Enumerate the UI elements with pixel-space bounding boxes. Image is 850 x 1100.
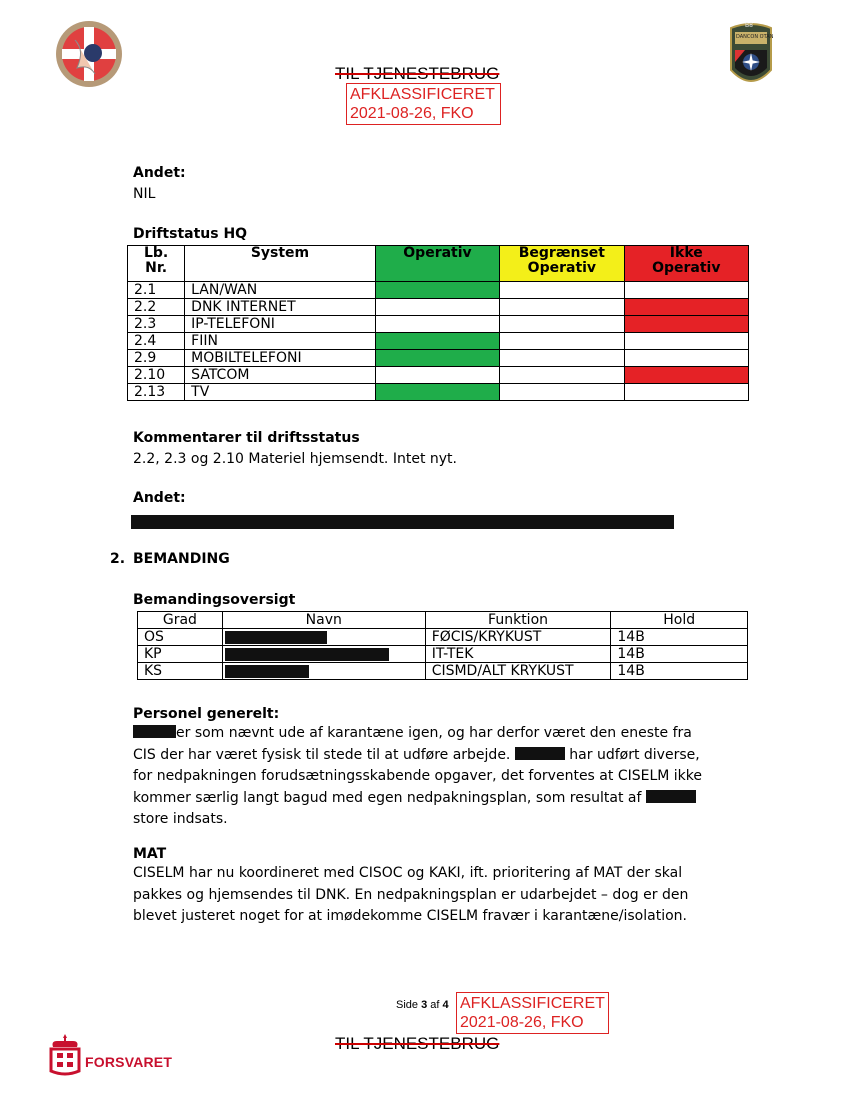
row-nr: 2.3: [128, 316, 185, 333]
row-nr: 2.13: [128, 384, 185, 401]
status-cell-begraenset: [500, 299, 624, 316]
mat-line: pakkes og hjemsendes til DNK. En nedpakningsplan er udarbejdet – dog er den: [133, 886, 689, 903]
redaction-bar: [646, 790, 696, 803]
personel-line: [133, 723, 753, 745]
personel-paragraph: [133, 723, 753, 831]
header-declassified-stamp: [346, 83, 501, 125]
table-row: [128, 384, 749, 401]
personel-line: for nedpakningen forudsætningsskabende opgaver, det forventes at CISELM ikke: [133, 768, 703, 784]
col-navn: Navn: [222, 612, 425, 629]
page-current: 3: [421, 999, 428, 1011]
driftstatus-table: [127, 245, 749, 401]
row-system: DNK INTERNET: [185, 299, 376, 316]
status-cell-begraenset: [500, 282, 624, 299]
redaction-bar: [225, 648, 389, 661]
col-ikke-l1: Ikke: [669, 245, 703, 261]
personel-text: CIS der har været fysisk til stede til at udføre arbejde.: [133, 746, 511, 763]
personel-line: [133, 745, 753, 767]
col-ikke: [624, 246, 748, 282]
status-cell-operativ: [375, 333, 499, 350]
col-begraenset-l2: Operativ: [527, 260, 597, 276]
table-row: [128, 367, 749, 384]
status-cell-begraenset: [500, 333, 624, 350]
row-funktion: FØCIS/KRYKUST: [425, 629, 611, 646]
redaction-bar: [225, 631, 327, 644]
row-nr: 2.4: [128, 333, 185, 350]
andet-text: NIL: [133, 186, 156, 202]
table-row: [138, 663, 748, 680]
driftstatus-heading: Driftstatus HQ: [133, 226, 248, 242]
redaction-bar: [131, 515, 674, 529]
row-hold: 14B: [611, 663, 748, 680]
table-row: [128, 316, 749, 333]
row-grad: KP: [138, 646, 223, 663]
table-row: [138, 646, 748, 663]
section-number: 2.: [110, 551, 126, 567]
redaction-bar: [225, 665, 309, 678]
row-navn: [222, 663, 425, 680]
row-system: IP-TELEFONI: [185, 316, 376, 333]
row-navn: [222, 629, 425, 646]
col-lbnr-l2: Nr.: [145, 260, 168, 276]
personel-text: har udført diverse,: [569, 746, 700, 763]
status-cell-ikke: [624, 367, 748, 384]
andet-heading: Andet:: [133, 165, 186, 181]
col-begraenset: [500, 246, 624, 282]
row-funktion: CISMD/ALT KRYKUST: [425, 663, 611, 680]
status-cell-operativ: [375, 299, 499, 316]
kommentarer-text: 2.2, 2.3 og 2.10 Materiel hjemsendt. Intet nyt.: [133, 451, 457, 467]
col-ikke-l2: Operativ: [652, 260, 721, 276]
col-begraenset-l1: Begrænset: [518, 245, 605, 261]
status-cell-begraenset: [500, 384, 624, 401]
row-funktion: IT-TEK: [425, 646, 611, 663]
row-system: FIIN: [185, 333, 376, 350]
col-lbnr-l1: Lb.: [143, 245, 169, 261]
section-title: BEMANDING: [133, 551, 230, 567]
col-lbnr: [128, 246, 185, 282]
personel-text: kommer særlig langt bagud med egen nedpakningsplan, som resultat af: [133, 789, 642, 806]
header-classification: TIL TJENESTEBRUG: [335, 64, 500, 83]
status-cell-operativ: [375, 384, 499, 401]
row-navn: [222, 646, 425, 663]
status-cell-operativ: [375, 316, 499, 333]
col-operativ: Operativ: [375, 246, 499, 282]
row-grad: OS: [138, 629, 223, 646]
status-cell-ikke: [624, 299, 748, 316]
col-hold: Hold: [611, 612, 748, 629]
bemanding-heading: Bemandingsoversigt: [133, 592, 296, 608]
status-cell-ikke: [624, 350, 748, 367]
row-system: MOBILTELEFONI: [185, 350, 376, 367]
personel-heading: Personel generelt:: [133, 706, 280, 722]
kommentarer-heading: Kommentarer til driftsstatus: [133, 430, 360, 446]
col-grad: Grad: [138, 612, 223, 629]
table-row: [128, 350, 749, 367]
badge-right-sub: DANCON OTAN: [736, 34, 774, 40]
col-funktion: Funktion: [425, 612, 611, 629]
row-grad: KS: [138, 663, 223, 680]
footer-classification: TIL TJENESTEBRUG: [335, 1034, 500, 1053]
page-total: 4: [442, 999, 449, 1011]
status-cell-ikke: [624, 333, 748, 350]
footer-declassified-stamp: [456, 992, 609, 1034]
mat-line: blevet justeret noget for at imødekomme CISELM fravær i karantæne/isolation.: [133, 908, 687, 924]
status-cell-operativ: [375, 282, 499, 299]
row-hold: 14B: [611, 646, 748, 663]
unit-badge-right: [729, 22, 773, 94]
row-system: SATCOM: [185, 367, 376, 384]
page-side-label: Side: [396, 999, 419, 1011]
stamp-line1: AFKLASSIFICERET: [350, 86, 495, 103]
row-system: LAN/WAN: [185, 282, 376, 299]
bemanding-table: [137, 611, 748, 680]
mat-paragraph: [133, 863, 753, 928]
personel-text: er som nævnt ude af karantæne igen, og har derfor været den eneste fra: [176, 725, 692, 741]
page-number: [396, 999, 449, 1011]
status-cell-operativ: [375, 367, 499, 384]
mat-heading: MAT: [133, 846, 167, 862]
table-row: [128, 282, 749, 299]
status-cell-ikke: [624, 384, 748, 401]
table-row: [128, 299, 749, 316]
badge-right-text: B8: [745, 22, 753, 29]
row-nr: 2.9: [128, 350, 185, 367]
status-cell-ikke: [624, 282, 748, 299]
status-cell-begraenset: [500, 367, 624, 384]
stamp-line2: 2021-08-26, FKO: [460, 1014, 584, 1031]
personel-line: [133, 788, 753, 810]
page-af-label: af: [430, 999, 440, 1011]
row-system: TV: [185, 384, 376, 401]
personel-line: store indsats.: [133, 811, 228, 827]
col-system: System: [185, 246, 376, 282]
redaction-bar: [133, 725, 176, 738]
row-nr: 2.10: [128, 367, 185, 384]
forsvaret-wordmark: FORSVARET: [85, 1054, 173, 1070]
row-hold: 14B: [611, 629, 748, 646]
table-row: [138, 629, 748, 646]
row-nr: 2.2: [128, 299, 185, 316]
status-cell-ikke: [624, 316, 748, 333]
stamp-line2: 2021-08-26, FKO: [350, 105, 474, 122]
andet2-heading: Andet:: [133, 490, 186, 506]
unit-badge-left: [55, 20, 123, 88]
table-row: [128, 333, 749, 350]
stamp-line1: AFKLASSIFICERET: [460, 995, 605, 1012]
redaction-bar: [515, 747, 565, 760]
row-nr: 2.1: [128, 282, 185, 299]
status-cell-begraenset: [500, 350, 624, 367]
status-cell-begraenset: [500, 316, 624, 333]
forsvaret-logo: [47, 1033, 177, 1077]
mat-line: CISELM har nu koordineret med CISOC og KAKI, ift. prioritering af MAT der skal: [133, 865, 683, 881]
status-cell-operativ: [375, 350, 499, 367]
